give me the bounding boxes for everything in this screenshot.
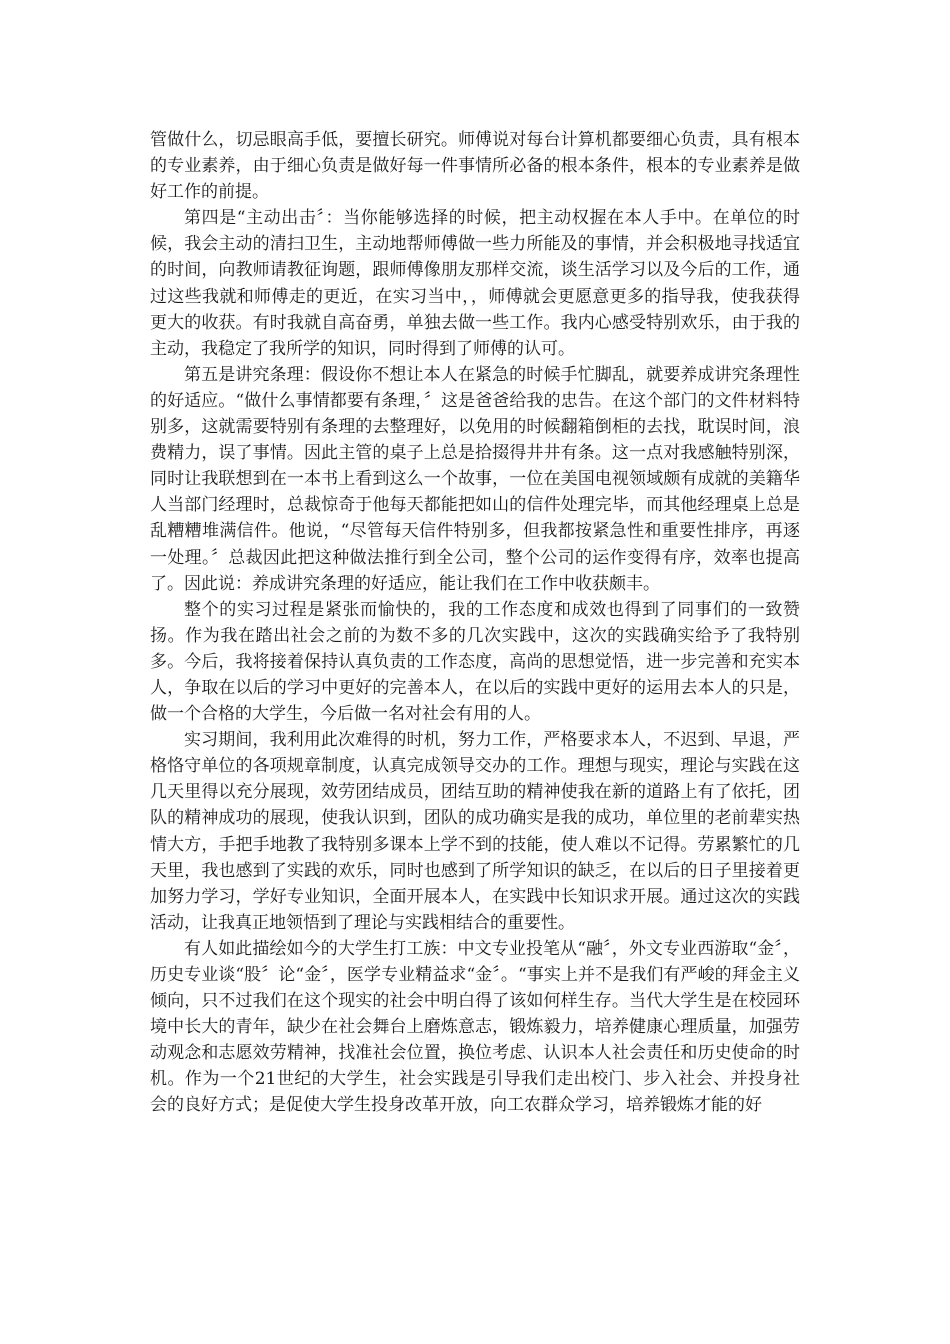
document-page — [150, 127, 800, 1119]
paragraph-3: 第五是讲究条理：假设你不想让本人在紧急的时候手忙脚乱，就要养成讲究条理性的好适应。“做什么事情都要有条理，〞这是爸爸给我的忠告。在这个部门的文件材料特别多，这就需要特别有条理的去整理好，以免用的时候翻箱倒柜的去找，耽误时间，浪费精力，误了事情。因此主管的桌子上总是拾掇得井井有条。这一点对我感触特别深，同时让我联想到在一本书上看到这么一个故事，一位在美国电视领域颇有成就的美籍华人当部门经理时，总裁惊奇于他每天都能把如山的信件处理完毕，而其他经理桌上总是乱糟糟堆满信件。他说，“尽管每天信件特别多，但我都按紧急性和重要性排序，再逐一处理。〞总裁因此把这种做法推行到全公司，整个公司的运作变得有序，效率也提高了。因此说：养成讲究条理的好适应，能让我们在工作中收获颇丰。 — [150, 364, 800, 594]
paragraph-4: 整个的实习过程是紧张而愉快的，我的工作态度和成效也得到了同事们的一致赞扬。作为我在踏出社会之前的为数不多的几次实践中，这次的实践确实给予了我特别多。今后，我将接着保持认真负责的工作态度，高尚的思想觉悟，进一步完善和充实本人，争取在以后的学习中更好的完善本人，在以后的实践中更好的运用去本人的只是，做一个合格的大学生，今后做一名对社会有用的人。 — [150, 599, 800, 725]
paragraph-6: 有人如此描绘如今的大学生打工族：中文专业投笔从“融〞，外文专业西游取“金〞，历史专业谈“股〞论“金〞，医学专业精益求“金〞。“事实上并不是我们有严峻的拜金主义倾向，只不过我们在这个现实的社会中明白得了该如何样生存。当代大学生是在校园环境中长大的青年，缺少在社会舞台上磨炼意志，锻炼毅力，培养健康心理质量，加强劳动观念和志愿效劳精神，找准社会位置，换位考虑、认识本人社会责任和历史使命的时机。作为一个21世纪的大学生，社会实践是引导我们走出校门、步入社会、并投身社会的良好方式；是促使大学生投身改革开放，向工农群众学习，培养锻炼才能的好 — [150, 938, 800, 1116]
paragraph-5: 实习期间，我利用此次难得的时机，努力工作，严格要求本人，不迟到、早退，严格恪守单位的各项规章制度，认真完成领导交办的工作。理想与现实，理论与实践在这几天里得以充分展现，效劳团结成员，团结互助的精神使我在新的道路上有了依托，团队的精神成功的展现，使我认识到，团队的成功确实是我的成功，单位里的老前辈实热情大方，手把手地教了我特别多课本上学不到的技能，使人难以不记得。劳累繁忙的几天里，我也感到了实践的欢乐，同时也感到了所学知识的缺乏，在以后的日子里接着更加努力学习，学好专业知识，全面开展本人，在实践中长知识求开展。通过这次的实践活动，让我真正地领悟到了理论与实践相结合的重要性。 — [150, 730, 800, 933]
paragraph-2: 第四是“主动出击〞：当你能够选择的时候，把主动权握在本人手中。在单位的时候，我会主动的清扫卫生，主动地帮师傅做一些力所能及的事情，并会积极地寻找适宜的时间，向教师请教征询题，跟师傅像朋友那样交流，谈生活学习以及今后的工作，通过这些我就和师傅走的更近，在实习当中，，师傅就会更愿意更多的指导我，使我获得更大的收获。有时我就自高奋勇，单独去做一些工作。我内心感受特别欢乐，由于我的主动，我稳定了我所学的知识，同时得到了师傅的认可。 — [150, 208, 800, 359]
paragraph-1: 管做什么，切忌眼高手低，要擅长研究。师傅说对每台计算机都要细心负责，具有根本的专业素养，由于细心负责是做好每一件事情所必备的根本条件，根本的专业素养是做好工作的前提。 — [150, 130, 800, 203]
